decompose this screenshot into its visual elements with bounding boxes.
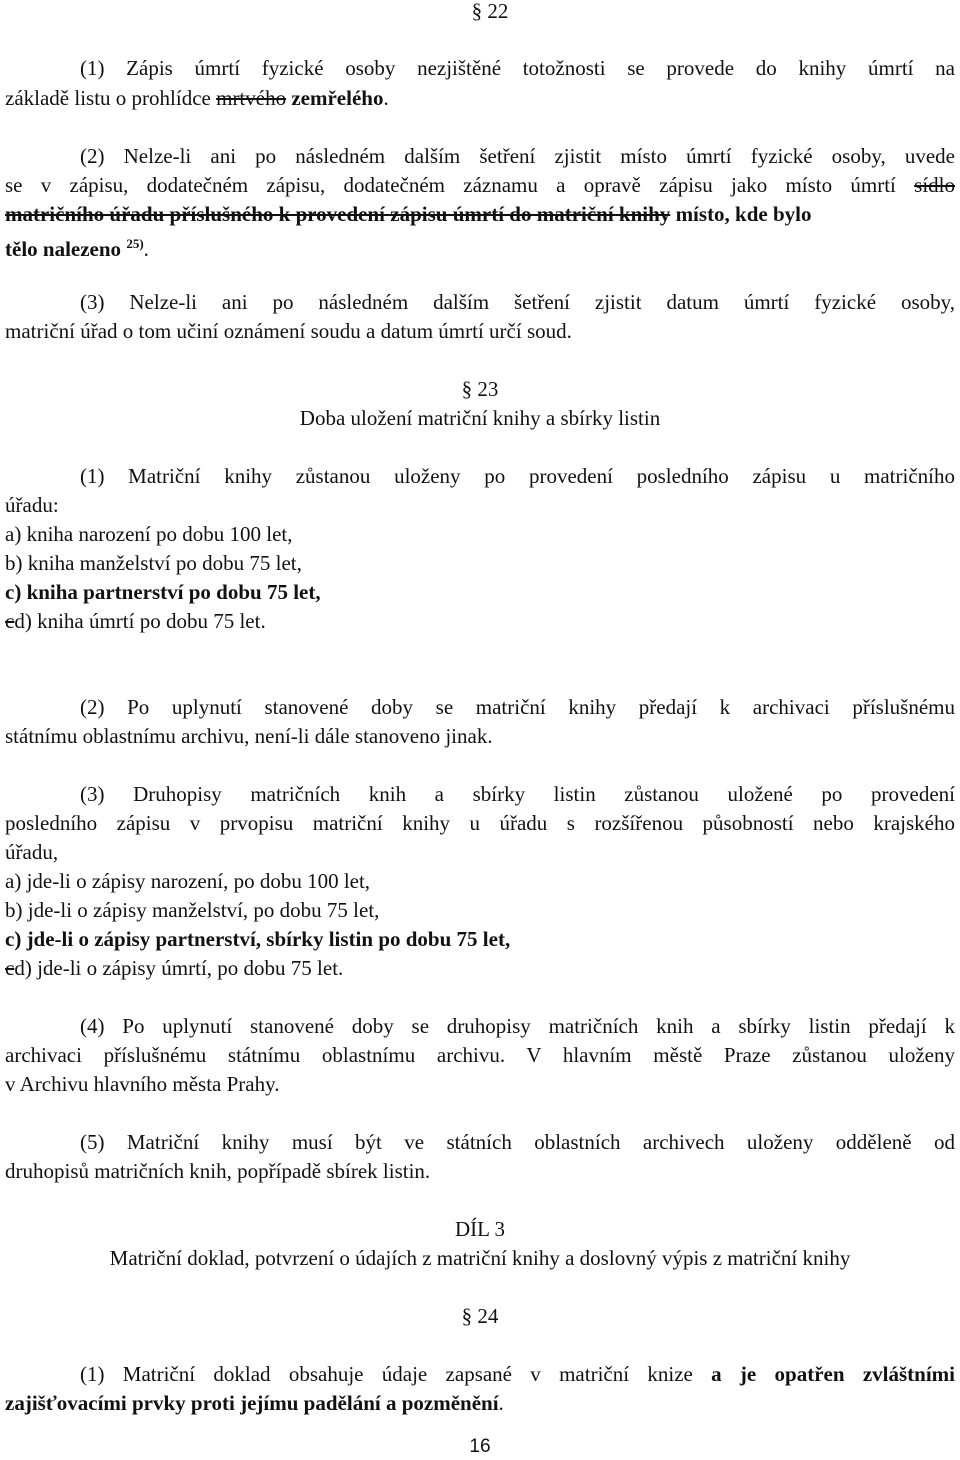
part-3-heading: DÍL 3 [455,1217,505,1241]
list-item-c [5,925,955,954]
list-item-a: a) kniha narození po dobu 100 let, [5,522,293,546]
list-item-b: b) jde-li o zápisy manželství, po dobu 75 let, [5,898,380,922]
inserted-text: c) kniha partnerství po dobu 75 let, [5,580,321,604]
text: . [143,237,149,261]
sec24-para1-line1 [5,1360,955,1389]
list-item-b: b) kniha manželství po dobu 75 let, [5,551,302,575]
inserted-text: tělo nalezeno [5,237,122,261]
sec22-para2-line4 [5,229,955,261]
inserted-text: místo, kde bylo [675,202,812,226]
inserted-text: a je opatřen zvláštními [711,1362,955,1386]
sec23-para2-line1: (2) Po uplynutí stanovené doby se matriční knihy předají k archivaci příslušnému [80,695,955,719]
section-24-heading: § 24 [461,1304,499,1328]
sec23-para1-line2: úřadu: [5,493,59,517]
sec22-para2-line3 [5,200,955,229]
part-3-title: Matriční doklad, potvrzení o údajích z matriční knihy a doslovný výpis z matriční knihy [109,1246,851,1270]
text: se v zápisu, dodatečném zápisu, dodatečném záznamu a opravě zápisu jako místo úmrtí [5,173,915,197]
inserted-text: c) jde-li o zápisy partnerství, sbírky listin po dobu 75 let, [5,927,511,951]
list-item-d [5,607,955,636]
text: základě listu o prohlídce [5,86,217,110]
list-item-a: a) jde-li o zápisy narození, po dobu 100 let, [5,869,371,893]
inserted-text: zajišťovacími prvky proti jejímu padělání a pozměnění [5,1391,499,1415]
section-22-heading: § 22 [471,0,509,23]
sec23-para5-line1: (5) Matriční knihy musí být ve státních oblastních archivech uloženy odděleně od [80,1130,955,1154]
inserted-text: zemřelého [291,86,384,110]
sec23-para5-line2: druhopisů matričních knih, popřípadě sbírek listin. [5,1159,431,1183]
list-item-d [5,954,955,983]
deleted-text: c [5,956,15,980]
sec23-para2-line2: státnímu oblastnímu archivu, není-li dále stanoveno jinak. [5,724,493,748]
sec23-para4-line2: archivaci příslušnému státnímu oblastnímu archivu. V hlavním městě Praze zůstanou uloženy [5,1043,955,1067]
sec22-para2-line1: (2) Nelze-li ani po následném dalším šetření zjistit místo úmrtí fyzické osoby, uvede [80,144,955,168]
footnote-ref: 25) [126,236,144,251]
sec22-para3-line2: matriční úřad o tom učiní oznámení soudu a datum úmrtí určí soud. [5,319,572,343]
page-number: 16 [469,1436,491,1457]
text: . [383,86,389,110]
sec24-para1-line2 [5,1389,955,1418]
deleted-text: sídlo [914,173,955,197]
text: d) jde-li o zápisy úmrtí, po dobu 75 let. [14,956,344,980]
sec22-para3-line1: (3) Nelze-li ani po následném dalším šetření zjistit datum úmrtí fyzické osoby, [80,290,955,314]
sec22-para2-line2 [5,171,955,200]
sec22-para1-line2 [5,84,955,113]
sec23-para3-line1: (3) Druhopisy matričních knih a sbírky listin zůstanou uložené po provedení [80,782,955,806]
sec23-para4-line3: v Archivu hlavního města Prahy. [5,1072,280,1096]
deleted-text: mrtvého [216,86,287,110]
sec23-para3-line2: posledního zápisu v prvopisu matriční knihy u úřadu s rozšířenou působností nebo krajského [5,811,955,835]
sec23-para3-line3: úřadu, [5,840,59,864]
deleted-text: c [5,609,15,633]
sec22-para1-line1: (1) Zápis úmrtí fyzické osoby nezjištěné totožnosti se provede do knihy úmrtí na [80,56,955,80]
text: . [498,1391,504,1415]
text: (1) Matriční doklad obsahuje údaje zapsané v matriční knize [80,1362,712,1386]
text: d) kniha úmrtí po dobu 75 let. [14,609,266,633]
sec23-para1-line1: (1) Matriční knihy zůstanou uloženy po provedení posledního zápisu u matričního [80,464,955,488]
sec23-para4-line1: (4) Po uplynutí stanovené doby se druhopisy matričních knih a sbírky listin předají k [80,1014,955,1038]
section-23-heading: § 23 [461,377,499,401]
list-item-c [5,578,955,607]
section-23-title: Doba uložení matriční knihy a sbírky listin [299,406,661,430]
deleted-text: matričního úřadu příslušného k provedení zápisu úmrtí do matriční knihy [5,202,671,226]
